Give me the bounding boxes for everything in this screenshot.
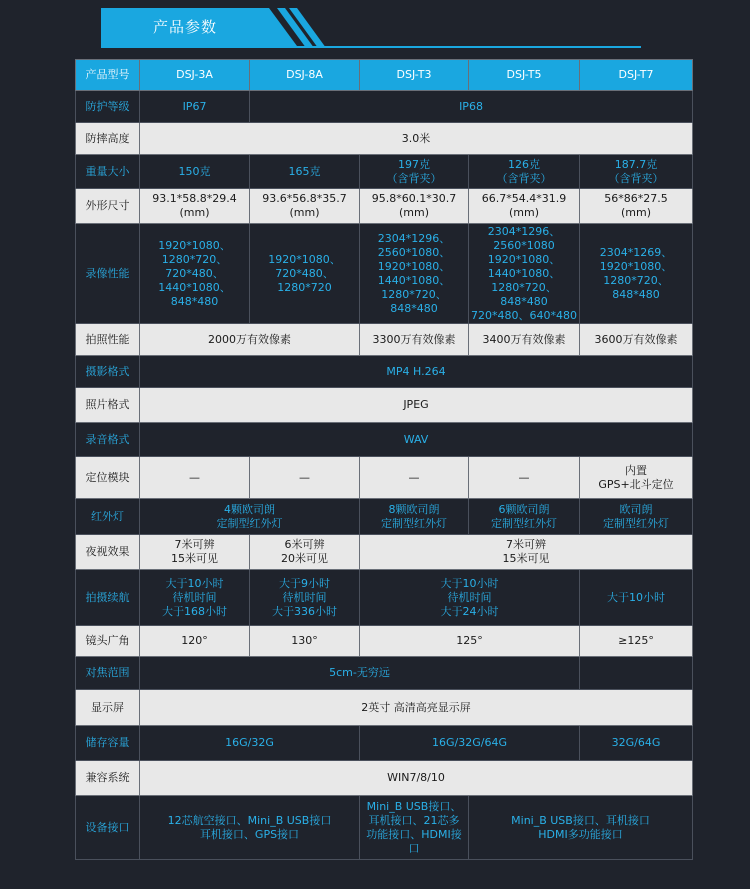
- table-cell: 2304*1269、 1920*1080、 1280*720、 848*480: [580, 224, 693, 324]
- header-underline: [101, 46, 641, 48]
- section-title: 产品参数: [152, 18, 217, 36]
- table-cell: 2英寸 高清高亮显示屏: [140, 690, 693, 726]
- table-row: [76, 761, 693, 796]
- table-row: [76, 570, 693, 626]
- table-cell: 187.7克 （含背夹）: [580, 155, 693, 189]
- table-row: [76, 726, 693, 761]
- row-label: 照片格式: [76, 388, 140, 423]
- header-cell-dsj-t5: DSJ-T5: [469, 60, 580, 91]
- table-row: [76, 657, 693, 690]
- table-row: [76, 388, 693, 423]
- row-label: 显示屏: [76, 690, 140, 726]
- table-cell: 8颗欧司朗 定制型红外灯: [360, 499, 469, 535]
- table-cell: 56*86*27.5 (mm): [580, 189, 693, 224]
- table-cell: 2000万有效像素: [140, 324, 360, 356]
- table-cell: 内置 GPS+北斗定位: [580, 457, 693, 499]
- table-cell: 大于9小时 待机时间 大于336小时: [250, 570, 360, 626]
- table-cell: 大于10小时 待机时间 大于24小时: [360, 570, 580, 626]
- table-cell: 4颗欧司朗 定制型红外灯: [140, 499, 360, 535]
- table-cell: 120°: [140, 626, 250, 657]
- table-cell: WAV: [140, 423, 693, 457]
- table-cell: 66.7*54.4*31.9 (mm): [469, 189, 580, 224]
- header-cell-dsj-t7: DSJ-T7: [580, 60, 693, 91]
- table-cell: 3.0米: [140, 123, 693, 155]
- table-cell: 大于10小时 待机时间 大于168小时: [140, 570, 250, 626]
- header-cell-dsj-8a: DSJ-8A: [250, 60, 360, 91]
- row-label: 设备接口: [76, 796, 140, 860]
- table-cell: 3300万有效像素: [360, 324, 469, 356]
- row-label: 拍照性能: [76, 324, 140, 356]
- row-label: 夜视效果: [76, 535, 140, 570]
- table-row: [76, 356, 693, 388]
- table-cell: 2304*1296、 2560*1080、 1920*1080、 1440*1080、 1280*720、 848*480: [360, 224, 469, 324]
- table-cell: 6颗欧司朗 定制型红外灯: [469, 499, 580, 535]
- table-cell: 130°: [250, 626, 360, 657]
- table-cell: 125°: [360, 626, 580, 657]
- table-row: [76, 626, 693, 657]
- table-row: [76, 224, 693, 324]
- row-label: 兼容系统: [76, 761, 140, 796]
- section-header: [101, 8, 641, 48]
- table-header-row: [76, 60, 693, 91]
- table-cell: 165克: [250, 155, 360, 189]
- table-cell: 150克: [140, 155, 250, 189]
- table-cell: 93.1*58.8*29.4 (mm): [140, 189, 250, 224]
- table-cell: IP67: [140, 91, 250, 123]
- table-cell: 欧司朗 定制型红外灯: [580, 499, 693, 535]
- table-row: [76, 123, 693, 155]
- table-cell: 3600万有效像素: [580, 324, 693, 356]
- table-row: [76, 155, 693, 189]
- row-label: 录音格式: [76, 423, 140, 457]
- table-row: [76, 796, 693, 860]
- table-cell: —: [469, 457, 580, 499]
- table-row: [76, 189, 693, 224]
- row-label: 红外灯: [76, 499, 140, 535]
- table-cell: 3400万有效像素: [469, 324, 580, 356]
- table-cell: —: [360, 457, 469, 499]
- table-cell: Mini_B USB接口、耳机接口 HDMI多功能接口: [469, 796, 693, 860]
- table-cell: 126克 （含背夹）: [469, 155, 580, 189]
- table-cell: 2304*1296、 2560*1080 1920*1080、 1440*1080、 1280*720、848*480 720*480、640*480: [469, 224, 580, 324]
- table-cell: 93.6*56.8*35.7 (mm): [250, 189, 360, 224]
- table-cell: 95.8*60.1*30.7 (mm): [360, 189, 469, 224]
- row-label: 防护等级: [76, 91, 140, 123]
- table-row: [76, 535, 693, 570]
- table-cell: IP68: [250, 91, 693, 123]
- row-label: 储存容量: [76, 726, 140, 761]
- table-row: [76, 457, 693, 499]
- row-label: 定位模块: [76, 457, 140, 499]
- table-cell: 大于10小时: [580, 570, 693, 626]
- spec-table-wrapper: [75, 59, 692, 860]
- table-row: [76, 91, 693, 123]
- row-label: 拍摄续航: [76, 570, 140, 626]
- table-cell: 12芯航空接口、Mini_B USB接口 耳机接口、GPS接口: [140, 796, 360, 860]
- table-cell: 16G/32G: [140, 726, 360, 761]
- table-cell: —: [250, 457, 360, 499]
- row-label: 摄影格式: [76, 356, 140, 388]
- table-cell: Mini_B USB接口、 耳机接口、21芯多 功能接口、HDMI接 口: [360, 796, 469, 860]
- row-label: 录像性能: [76, 224, 140, 324]
- table-cell: 7米可辨 15米可见: [140, 535, 250, 570]
- table-cell: 197克 （含背夹）: [360, 155, 469, 189]
- table-cell: MP4 H.264: [140, 356, 693, 388]
- row-label: 镜头广角: [76, 626, 140, 657]
- row-label: 对焦范围: [76, 657, 140, 690]
- table-row: [76, 324, 693, 356]
- row-label: 外形尺寸: [76, 189, 140, 224]
- table-cell: 7米可辨 15米可见: [360, 535, 693, 570]
- table-cell: 32G/64G: [580, 726, 693, 761]
- table-cell: 5cm-无穷远: [140, 657, 580, 690]
- header-cell-dsj-3a: DSJ-3A: [140, 60, 250, 91]
- header-cell-model: 产品型号: [76, 60, 140, 91]
- table-cell: 6米可辨 20米可见: [250, 535, 360, 570]
- table-row: [76, 499, 693, 535]
- header-cell-dsj-t3: DSJ-T3: [360, 60, 469, 91]
- spec-table: [75, 59, 693, 860]
- table-row: [76, 423, 693, 457]
- table-cell: ≥125°: [580, 626, 693, 657]
- table-cell: 1920*1080、 1280*720、 720*480、 1440*1080、 848*480: [140, 224, 250, 324]
- row-label: 重量大小: [76, 155, 140, 189]
- table-row: [76, 690, 693, 726]
- table-cell: [580, 657, 693, 690]
- row-label: 防摔高度: [76, 123, 140, 155]
- table-cell: —: [140, 457, 250, 499]
- table-cell: JPEG: [140, 388, 693, 423]
- table-cell: WIN7/8/10: [140, 761, 693, 796]
- table-cell: 1920*1080、 720*480、 1280*720: [250, 224, 360, 324]
- table-cell: 16G/32G/64G: [360, 726, 580, 761]
